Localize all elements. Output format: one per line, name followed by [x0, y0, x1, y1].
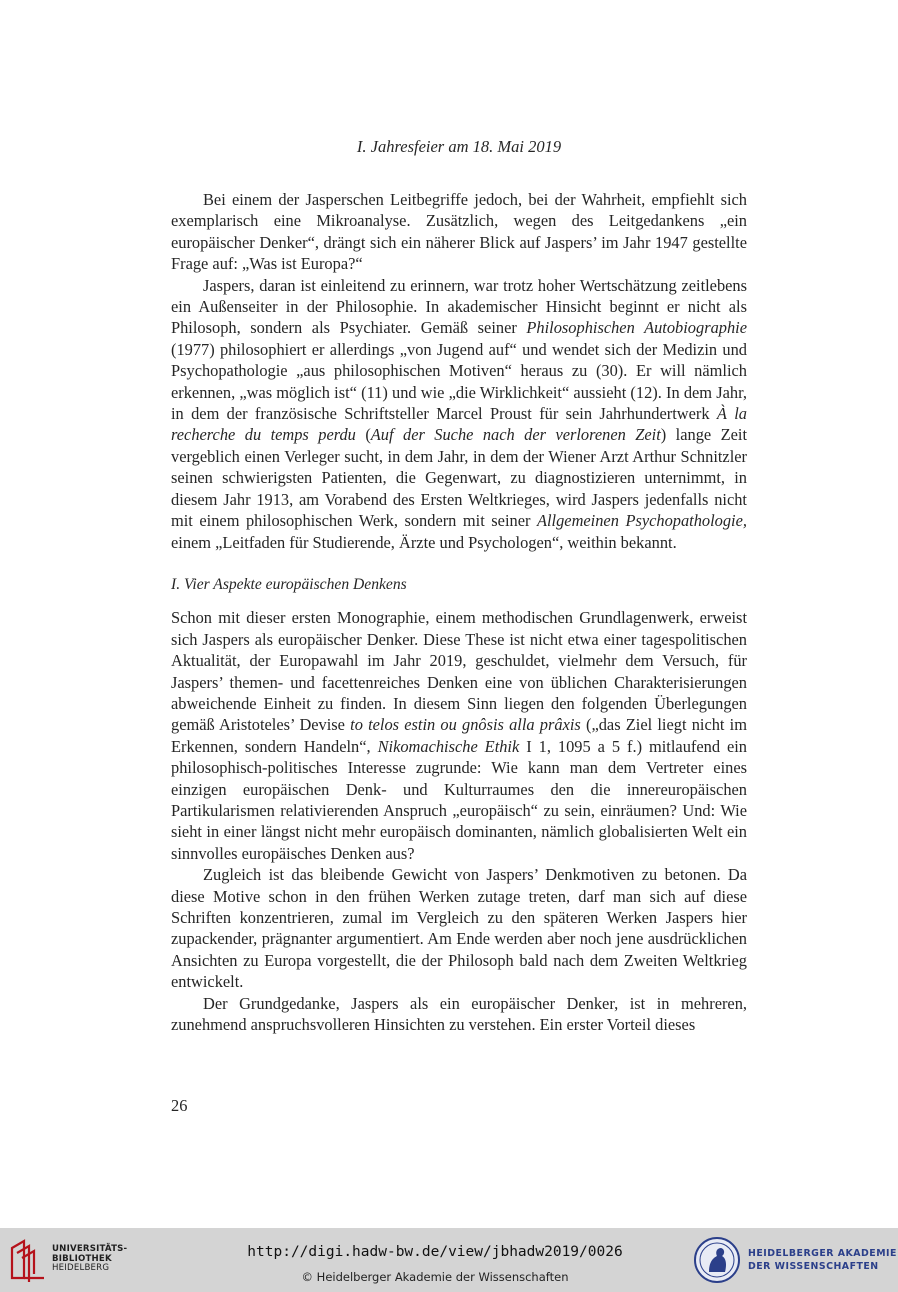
text-run: Jaspers, daran ist einleitend zu erinnern, war trotz hoher Wertschätzung zeitlebens ein Außenseiter in der Philosophie. In akademischer Hinsicht beginnt er nicht als Philosoph, sondern als Psychiater. Gemäß seiner: [171, 275, 747, 338]
section-heading: I. Vier Aspekte europäischen Denkens: [171, 575, 407, 593]
paragraph-3: [171, 607, 747, 864]
book-title-proust: À la recherche du temps perdu: [171, 404, 747, 445]
text-run: einem „Leitfaden für Studierende, Ärzte und Psychologen“, weithin bekannt.: [171, 532, 677, 552]
text-run: I 1, 1095 a 5 f.) mitlaufend ein philosophisch-politisches Interesse zugrunde: Wie kann man dem Vertreter eines einzigen europäischen Denk- und Kulturraumes den die innereuropäischen Partikularismen relativierenden Anspruch „europäisch“ zu sein, einräumen? Und: Wie sieht in einer längst nicht mehr europäisch dominanten, nämlich globalisierten Welt ein sinnvolles europäisches Denken aus?: [171, 736, 747, 863]
page-number: 26: [171, 1096, 188, 1115]
text-run: (: [355, 425, 371, 445]
book-title-psychopathologie: Allgemeinen Psychopathologie,: [536, 511, 747, 531]
body-text: [171, 189, 747, 1035]
text-run: Schon mit dieser ersten Monographie, einem methodischen Grundlagenwerk, erweist sich Jaspers als europäischer Denker. Diese These ist nicht etwa einer tagespolitischen Aktualität, der Europawahl im Jahr 2019, geschuldet, vielmehr dem Versuch, für Jaspers’ themen- und facettenreiches Denken eine von üblichen Charakterisierungen abweichende Einheit zu finden. In diesem Sinn liegen den folgenden Überlegungen gemäß Aristoteles’ Devise: [171, 608, 747, 735]
paragraph-4: Zugleich ist das bleibende Gewicht von Jaspers’ Denkmotiven zu betonen. Da diese Motive schon in den frühen Werken zutage treten, darf man sich auf diese Schriften konzentrieren, zumal im Vergleich zu den späteren Werken Jaspers hier zupackender, prägnanter argumentiert. Am Ende werden aber noch jene ausdrücklichen Ansichten zu Europa vorgestellt, die der Philosoph bald nach dem Zweiten Weltkrieg entwickelt.: [171, 865, 747, 992]
academy-name-line-2: DER WISSENSCHAFTEN: [748, 1260, 879, 1272]
text-run: (1977) philosophiert er allerdings „von Jugend auf“ und wendet sich der Medizin und Psychopathologie „aus philosophischen Motiven“ heraus zu (30). Er will nämlich erkennen, „was möglich ist“ (11) und wie „die Wirklichkeit“ aussieht (12). In dem Jahr, in dem der französische Schriftsteller Marcel Proust für sein Jahrhundertwerk: [171, 339, 747, 424]
paragraph-2: [171, 275, 747, 553]
running-head: I. Jahresfeier am 18. Mai 2019: [356, 137, 562, 156]
book-title-autobiographie: Philosophischen Autobiographie: [526, 318, 747, 338]
text-run: ) lange Zeit vergeblich einen Verleger sucht, in dem Jahr, in dem der Wiener Arzt Arthur Schnitzler seinen schwierigsten Patienten, die Gegenwart, zu diagnostizieren unternimmt, in diesem Jahr 1913, am Vorabend des Ersten Weltkrieges, wird Jaspers jedenfalls nicht mit einem philosophischen Werk, sondern mit seiner: [171, 425, 748, 531]
permalink-url[interactable]: http://digi.hadw-bw.de/view/jbhadw2019/0026: [247, 1244, 623, 1260]
paragraph-5: Der Grundgedanke, Jaspers als ein europäischer Denker, ist in mehreren, zunehmend anspruchsvolleren Hinsichten zu verstehen. Ein erster Vorteil dieses: [171, 993, 747, 1035]
library-name-line-2: BIBLIOTHEK: [52, 1253, 112, 1264]
book-title-proust-german: Auf der Suche nach der verlorenen Zeit: [370, 425, 661, 445]
greek-quote: to telos estin ou gnôsis alla prâxis: [350, 715, 581, 735]
library-name-line-1: UNIVERSITÄTS-: [52, 1244, 128, 1254]
book-title-ethik: Nikomachische Ethik: [377, 736, 520, 756]
academy-name-line-1: HEIDELBERGER AKADEMIE: [748, 1248, 897, 1259]
library-name-line-3: HEIDELBERG: [52, 1263, 110, 1274]
paragraph-1: Bei einem der Jasperschen Leitbegriffe jedoch, bei der Wahrheit, empfiehlt sich exemplarisch eine Mikroanalyse. Zusätzlich, wegen des Leitgedankens „ein europäischer Denker“, drängt sich ein näherer Blick auf Jaspers’ im Jahr 1947 gestellte Frage auf: „Was ist Europa?“: [171, 190, 747, 274]
text-run: („das Ziel liegt nicht im Erkennen, sondern Handeln“,: [171, 715, 747, 756]
copyright-notice: © Heidelberger Akademie der Wissenschaften: [301, 1270, 569, 1284]
